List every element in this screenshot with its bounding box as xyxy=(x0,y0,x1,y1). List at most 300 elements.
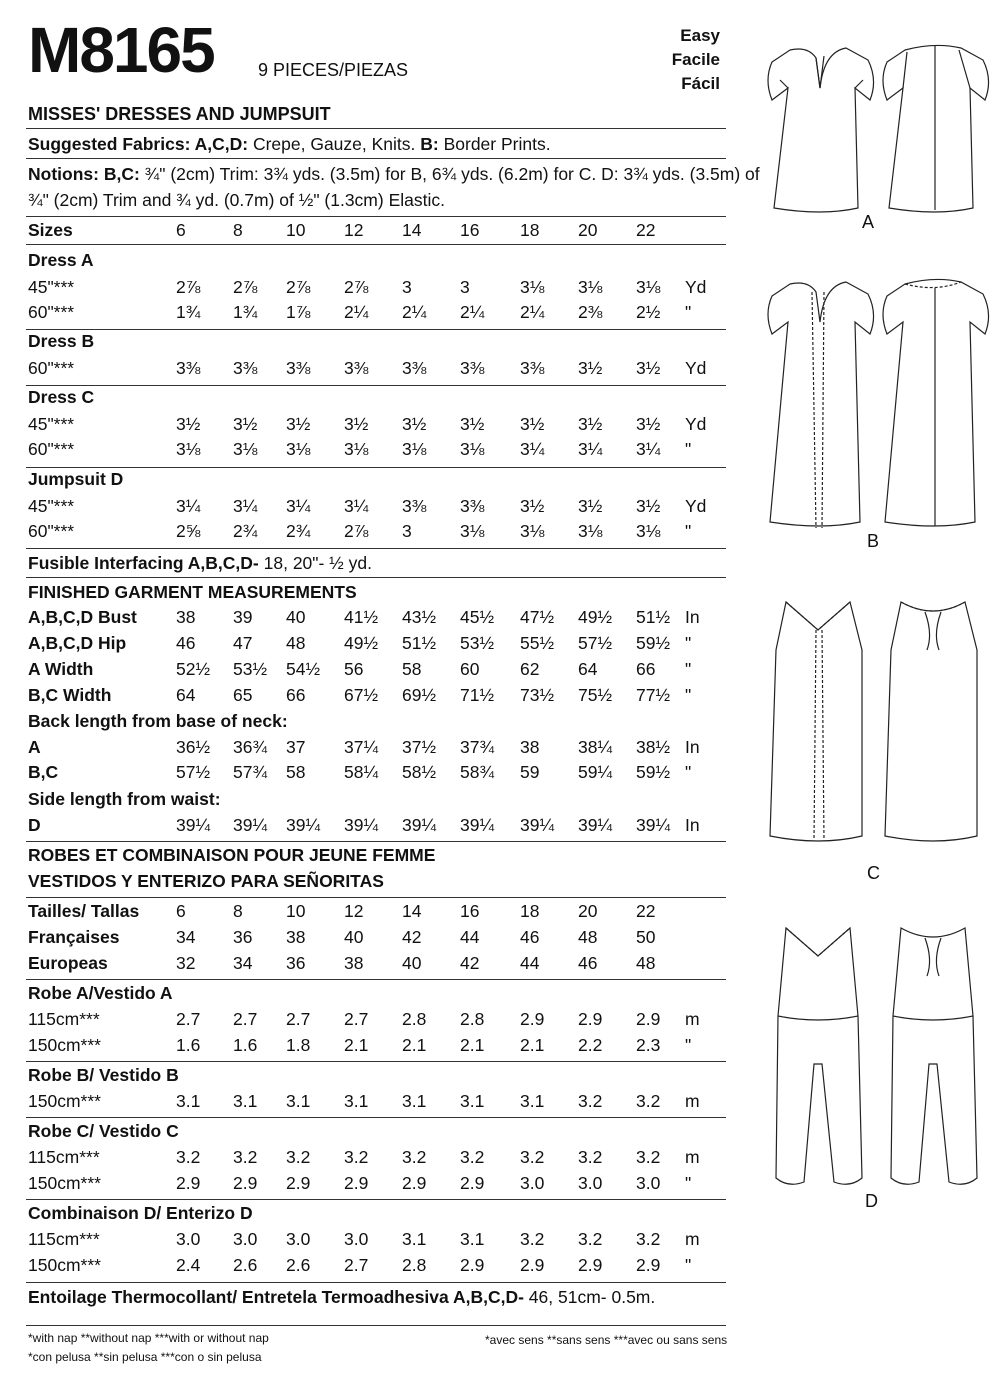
table-cell: 3½ xyxy=(636,496,661,516)
table-cell: 1¾ xyxy=(176,302,201,322)
unit-cell: " xyxy=(685,1035,692,1055)
table-cell: 3⅛ xyxy=(520,277,545,297)
table-cell: 16 xyxy=(460,901,480,921)
table-cell: 37½ xyxy=(402,737,437,757)
table-cell: 58¾ xyxy=(460,762,495,782)
table-cell: 3.2 xyxy=(344,1147,369,1167)
table-cell: 66 xyxy=(636,659,656,679)
table-cell: 3⅛ xyxy=(286,439,311,459)
row-label: A xyxy=(28,737,41,757)
table-cell: 39¼ xyxy=(286,815,321,835)
table-cell: 39¼ xyxy=(233,815,268,835)
table-cell: 3½ xyxy=(520,414,545,434)
table-cell: 2⅞ xyxy=(176,277,201,297)
table-cell: 3¼ xyxy=(176,496,201,516)
table-cell: 3⅜ xyxy=(402,496,427,516)
suggested-fabrics-label2: B: xyxy=(420,134,439,154)
table-cell: 64 xyxy=(176,685,196,705)
table-cell: 51½ xyxy=(402,633,437,653)
table-cell: 3½ xyxy=(636,358,661,378)
table-cell: 2.9 xyxy=(460,1173,485,1193)
side-length-heading: Side length from waist: xyxy=(28,789,221,809)
table-cell: 2⅞ xyxy=(344,277,369,297)
table-cell: 34 xyxy=(233,953,253,973)
divider xyxy=(26,577,726,578)
view-c-back-illustration xyxy=(885,602,977,841)
table-row xyxy=(28,358,728,384)
table-cell: 57¾ xyxy=(233,762,268,782)
table-cell: 39¼ xyxy=(520,815,555,835)
table-cell: 38 xyxy=(176,607,196,627)
table-cell: 36¾ xyxy=(233,737,268,757)
row-label: 150cm*** xyxy=(28,1255,101,1275)
table-cell: 1⅞ xyxy=(286,302,311,322)
table-cell: 8 xyxy=(233,901,243,921)
difficulty-en: Easy xyxy=(680,26,720,45)
notions-text: ¾" (2cm) Trim: 3¾ yds. (3.5m) for B, 6¾ yds. (6.2m) for C. D: 3¾ yds. (3.5m) of xyxy=(139,164,760,184)
table-cell: 38 xyxy=(344,953,364,973)
unit-cell: Yd xyxy=(685,358,707,378)
table-cell: 75½ xyxy=(578,685,613,705)
footnote-fr: *avec sens **sans sens ***avec ou sans sens xyxy=(485,1333,728,1347)
sizes-row xyxy=(28,220,728,246)
row-label: Tailles/ Tallas xyxy=(28,901,140,921)
table-cell: 3½ xyxy=(286,414,311,434)
table-row xyxy=(28,521,728,547)
table-cell: 3½ xyxy=(578,414,603,434)
table-cell: 3.1 xyxy=(460,1229,485,1249)
table-cell: 40 xyxy=(344,927,364,947)
table-row xyxy=(28,1173,728,1199)
table-cell: 3.2 xyxy=(578,1229,603,1249)
table-cell: 2.2 xyxy=(578,1035,603,1055)
table-cell: 2.7 xyxy=(286,1009,311,1029)
difficulty-es: Fácil xyxy=(681,74,720,93)
fusible-text: 18, 20"- ½ yd. xyxy=(258,553,372,573)
table-cell: 3¼ xyxy=(578,439,603,459)
table-cell: 3⅜ xyxy=(460,496,485,516)
view-a-back-illustration xyxy=(883,45,989,212)
divider xyxy=(26,128,726,129)
table-cell: 53½ xyxy=(460,633,495,653)
table-cell: 50 xyxy=(636,927,656,947)
table-cell: 3½ xyxy=(344,414,369,434)
table-cell: 3⅜ xyxy=(344,358,369,378)
table-cell: 2.9 xyxy=(460,1255,485,1275)
unit-cell: " xyxy=(685,439,692,459)
table-cell: 3.2 xyxy=(636,1147,661,1167)
row-label: 150cm*** xyxy=(28,1091,101,1111)
table-row xyxy=(28,1203,728,1229)
unit-cell: m xyxy=(685,1009,700,1029)
view-label-a: A xyxy=(862,212,875,232)
table-cell: 3.0 xyxy=(636,1173,661,1193)
table-cell: 3.1 xyxy=(402,1229,427,1249)
table-cell: 2.9 xyxy=(636,1255,661,1275)
table-row xyxy=(28,685,728,711)
section-heading: Robe C/ Vestido C xyxy=(28,1121,179,1141)
table-cell: 3.2 xyxy=(636,1091,661,1111)
divider xyxy=(26,1199,726,1200)
row-label: Europeas xyxy=(28,953,108,973)
table-cell: 3½ xyxy=(578,358,603,378)
table-row xyxy=(28,1147,728,1173)
row-label: A,B,C,D Hip xyxy=(28,633,127,653)
intl-title-fr: ROBES ET COMBINAISON POUR JEUNE FEMME xyxy=(28,845,436,865)
table-cell: 36 xyxy=(286,953,306,973)
table-cell: 39¼ xyxy=(636,815,671,835)
table-cell: 2.9 xyxy=(344,1173,369,1193)
table-cell: 14 xyxy=(402,220,422,240)
table-cell: 40 xyxy=(402,953,422,973)
table-cell: 3.2 xyxy=(176,1147,201,1167)
notions-label: Notions: B,C: xyxy=(28,164,140,184)
row-label: 60"*** xyxy=(28,521,75,541)
section-heading: Combinaison D/ Enterizo D xyxy=(28,1203,253,1223)
table-cell: 10 xyxy=(286,220,306,240)
table-cell: 36 xyxy=(233,927,253,947)
garment-illustrations xyxy=(750,30,1000,1220)
table-cell: 2¼ xyxy=(344,302,369,322)
table-cell: 2.9 xyxy=(233,1173,258,1193)
table-cell: 2⅜ xyxy=(578,302,603,322)
table-cell: 8 xyxy=(233,220,243,240)
table-cell: 12 xyxy=(344,220,364,240)
table-cell: 2¼ xyxy=(520,302,545,322)
table-cell: 3.2 xyxy=(578,1147,603,1167)
table-cell: 22 xyxy=(636,220,656,240)
table-cell: 2¾ xyxy=(233,521,258,541)
table-cell: 46 xyxy=(176,633,196,653)
table-cell: 41½ xyxy=(344,607,379,627)
table-cell: 3.1 xyxy=(402,1091,427,1111)
table-cell: 3.1 xyxy=(233,1091,258,1111)
table-cell: 38½ xyxy=(636,737,671,757)
table-cell: 2.4 xyxy=(176,1255,201,1275)
row-label: 150cm*** xyxy=(28,1035,101,1055)
row-label: 115cm*** xyxy=(28,1147,100,1167)
table-cell: 20 xyxy=(578,220,598,240)
entoilage-text: 46, 51cm- 0.5m. xyxy=(523,1287,656,1307)
intl-sizes-row xyxy=(28,953,728,979)
table-row xyxy=(28,1229,728,1255)
table-row xyxy=(28,469,728,495)
table-cell: 51½ xyxy=(636,607,671,627)
notions-line-1 xyxy=(28,164,760,185)
table-cell: 3⅜ xyxy=(402,358,427,378)
table-cell: 3⅜ xyxy=(233,358,258,378)
unit-cell: m xyxy=(685,1147,700,1167)
suggested-fabrics-label: Suggested Fabrics: A,C,D: xyxy=(28,134,249,154)
section-heading: Robe A/Vestido A xyxy=(28,983,173,1003)
table-cell: 3⅛ xyxy=(636,521,661,541)
view-d-back-illustration xyxy=(891,928,977,1184)
table-cell: 77½ xyxy=(636,685,671,705)
table-cell: 38¼ xyxy=(578,737,613,757)
table-cell: 3 xyxy=(460,277,470,297)
table-cell: 1.6 xyxy=(176,1035,201,1055)
table-cell: 42 xyxy=(402,927,422,947)
table-cell: 2⅞ xyxy=(233,277,258,297)
table-row xyxy=(28,1065,728,1091)
table-cell: 65 xyxy=(233,685,253,705)
table-cell: 45½ xyxy=(460,607,495,627)
table-cell: 3.1 xyxy=(286,1091,311,1111)
table-cell: 3¼ xyxy=(233,496,258,516)
table-cell: 3⅜ xyxy=(176,358,201,378)
table-cell: 57½ xyxy=(176,762,211,782)
table-cell: 46 xyxy=(578,953,598,973)
table-row xyxy=(28,1121,728,1147)
table-row xyxy=(28,331,728,357)
table-cell: 48 xyxy=(578,927,598,947)
table-cell: 1.6 xyxy=(233,1035,258,1055)
table-row xyxy=(28,1091,728,1117)
table-cell: 22 xyxy=(636,901,656,921)
table-cell: 3⅛ xyxy=(520,521,545,541)
table-cell: 48 xyxy=(286,633,306,653)
view-label-d: D xyxy=(865,1191,878,1211)
table-cell: 39¼ xyxy=(402,815,437,835)
table-cell: 2⅞ xyxy=(286,277,311,297)
section-heading: Dress C xyxy=(28,387,95,407)
difficulty-fr: Facile xyxy=(671,50,720,69)
row-label: 45"*** xyxy=(28,414,75,434)
row-label: 150cm*** xyxy=(28,1173,101,1193)
unit-cell: " xyxy=(685,521,692,541)
suggested-fabrics xyxy=(28,134,551,155)
table-cell: 39¼ xyxy=(578,815,613,835)
unit-cell: In xyxy=(685,737,700,757)
row-label: A,B,C,D Bust xyxy=(28,607,137,627)
divider xyxy=(26,897,726,898)
table-row xyxy=(28,607,728,633)
table-cell: 2.9 xyxy=(520,1009,545,1029)
view-b-back-illustration xyxy=(883,279,989,526)
table-cell: 36½ xyxy=(176,737,211,757)
table-row xyxy=(28,439,728,465)
table-cell: 39¼ xyxy=(460,815,495,835)
table-cell: 3.0 xyxy=(176,1229,201,1249)
table-cell: 46 xyxy=(520,927,540,947)
row-label: Françaises xyxy=(28,927,120,947)
table-cell: 52½ xyxy=(176,659,211,679)
section-heading: Robe B/ Vestido B xyxy=(28,1065,179,1085)
table-cell: 59 xyxy=(520,762,540,782)
fusible-interfacing xyxy=(28,553,372,574)
table-cell: 39 xyxy=(233,607,253,627)
intl-sizes-row xyxy=(28,927,728,953)
table-cell: 3⅛ xyxy=(578,521,603,541)
table-cell: 3.1 xyxy=(344,1091,369,1111)
row-label: B,C Width xyxy=(28,685,112,705)
table-cell: 3.0 xyxy=(286,1229,311,1249)
table-row xyxy=(28,659,728,685)
row-label: 45"*** xyxy=(28,496,75,516)
table-cell: 32 xyxy=(176,953,196,973)
section-heading: Jumpsuit D xyxy=(28,469,124,489)
table-row xyxy=(28,762,728,788)
table-cell: 2.9 xyxy=(636,1009,661,1029)
fusible-label: Fusible Interfacing A,B,C,D- xyxy=(28,553,259,573)
unit-cell: m xyxy=(685,1229,700,1249)
table-cell: 64 xyxy=(578,659,598,679)
table-cell: 1¾ xyxy=(233,302,258,322)
table-cell: 48 xyxy=(636,953,656,973)
table-cell: 53½ xyxy=(233,659,268,679)
table-row xyxy=(28,1035,728,1061)
table-cell: 3½ xyxy=(176,414,201,434)
footnote-es: *con pelusa **sin pelusa ***con o sin pelusa xyxy=(28,1350,262,1364)
table-cell: 14 xyxy=(402,901,422,921)
table-cell: 69½ xyxy=(402,685,437,705)
table-cell: 6 xyxy=(176,220,186,240)
table-row xyxy=(28,983,728,1009)
footnote-en: *with nap **without nap ***with or without nap xyxy=(28,1331,269,1345)
entoilage-label: Entoilage Thermocollant/ Entretela Termoadhesiva A,B,C,D- xyxy=(28,1287,524,1307)
table-cell: 3½ xyxy=(460,414,485,434)
table-cell: 58½ xyxy=(402,762,437,782)
view-a-front-illustration xyxy=(768,48,874,212)
table-cell: 3.2 xyxy=(460,1147,485,1167)
unit-cell: " xyxy=(685,302,692,322)
table-cell: 2⅝ xyxy=(176,521,201,541)
table-cell: 2¾ xyxy=(286,521,311,541)
table-cell: 40 xyxy=(286,607,306,627)
table-cell: 2.6 xyxy=(233,1255,258,1275)
table-cell: 60 xyxy=(460,659,480,679)
table-cell: 3⅛ xyxy=(636,277,661,297)
table-cell: 2.3 xyxy=(636,1035,661,1055)
table-cell: 2.7 xyxy=(344,1255,369,1275)
view-d-front-illustration xyxy=(776,928,862,1184)
section-heading: Dress A xyxy=(28,250,94,270)
table-cell: 37¾ xyxy=(460,737,495,757)
intl-title-es: VESTIDOS Y ENTERIZO PARA SEÑORITAS xyxy=(28,871,384,891)
row-label: 115cm*** xyxy=(28,1009,100,1029)
table-cell: 47 xyxy=(233,633,253,653)
table-cell: 2⅞ xyxy=(344,521,369,541)
view-b-front-illustration xyxy=(768,282,874,528)
view-label-c: C xyxy=(867,863,880,883)
table-cell: 3⅛ xyxy=(176,439,201,459)
table-cell: 58 xyxy=(286,762,306,782)
divider xyxy=(26,1325,726,1326)
table-cell: 58 xyxy=(402,659,422,679)
table-cell: 67½ xyxy=(344,685,379,705)
unit-cell: " xyxy=(685,659,692,679)
table-cell: 54½ xyxy=(286,659,321,679)
table-cell: 2.7 xyxy=(176,1009,201,1029)
table-cell: 3.0 xyxy=(344,1229,369,1249)
unit-cell: " xyxy=(685,762,692,782)
unit-cell: m xyxy=(685,1091,700,1111)
table-row xyxy=(28,815,728,841)
table-cell: 3.0 xyxy=(520,1173,545,1193)
row-label: 45"*** xyxy=(28,277,75,297)
table-cell: 3⅜ xyxy=(286,358,311,378)
row-label: B,C xyxy=(28,762,59,782)
table-cell: 39¼ xyxy=(176,815,211,835)
divider xyxy=(26,979,726,980)
divider xyxy=(26,385,726,386)
unit-cell: Yd xyxy=(685,496,707,516)
table-cell: 2½ xyxy=(636,302,661,322)
table-cell: 12 xyxy=(344,901,364,921)
table-cell: 2.7 xyxy=(233,1009,258,1029)
table-cell: 38 xyxy=(520,737,540,757)
table-cell: 2.9 xyxy=(578,1255,603,1275)
table-cell: 57½ xyxy=(578,633,613,653)
unit-cell: " xyxy=(685,1173,692,1193)
table-cell: 71½ xyxy=(460,685,495,705)
table-cell: 3.1 xyxy=(520,1091,545,1111)
table-cell: 3½ xyxy=(402,414,427,434)
table-cell: 47½ xyxy=(520,607,555,627)
unit-cell: Yd xyxy=(685,414,707,434)
table-cell: 3 xyxy=(402,521,412,541)
suggested-fabrics-text: Crepe, Gauze, Knits. xyxy=(248,134,421,154)
table-row xyxy=(28,1009,728,1035)
table-cell: 3.0 xyxy=(233,1229,258,1249)
suggested-fabrics-text2: Border Prints. xyxy=(438,134,551,154)
table-cell: 3.2 xyxy=(286,1147,311,1167)
table-cell: 3⅛ xyxy=(578,277,603,297)
table-cell: 3⅛ xyxy=(460,521,485,541)
table-cell: 59½ xyxy=(636,762,671,782)
table-cell: 3⅛ xyxy=(233,439,258,459)
entoilage xyxy=(28,1287,655,1308)
table-cell: 2.8 xyxy=(402,1255,427,1275)
table-cell: 2¼ xyxy=(460,302,485,322)
table-cell: 2.7 xyxy=(344,1009,369,1029)
table-cell: 3¼ xyxy=(344,496,369,516)
table-cell: 3½ xyxy=(578,496,603,516)
table-cell: 2.1 xyxy=(402,1035,427,1055)
table-cell: 3.2 xyxy=(233,1147,258,1167)
table-cell: 3¼ xyxy=(286,496,311,516)
table-cell: 73½ xyxy=(520,685,555,705)
table-cell: 6 xyxy=(176,901,186,921)
view-label-b: B xyxy=(867,531,880,551)
back-length-heading: Back length from base of neck: xyxy=(28,711,288,731)
table-cell: 42 xyxy=(460,953,480,973)
table-row xyxy=(28,633,728,659)
table-row xyxy=(28,496,728,522)
table-cell: 43½ xyxy=(402,607,437,627)
table-cell: 3.0 xyxy=(578,1173,603,1193)
table-cell: 2.1 xyxy=(344,1035,369,1055)
pattern-title: MISSES' DRESSES AND JUMPSUIT xyxy=(28,104,331,124)
table-cell: 3.2 xyxy=(578,1091,603,1111)
table-cell: 3.1 xyxy=(176,1091,201,1111)
table-cell: 55½ xyxy=(520,633,555,653)
divider xyxy=(26,467,726,468)
table-row xyxy=(28,737,728,763)
table-cell: 58¼ xyxy=(344,762,379,782)
table-cell: 3¼ xyxy=(636,439,661,459)
table-cell: 3½ xyxy=(636,414,661,434)
table-cell: 10 xyxy=(286,901,306,921)
table-cell: 2.1 xyxy=(460,1035,485,1055)
table-cell: 3⅛ xyxy=(402,439,427,459)
view-c-front-illustration xyxy=(770,602,862,841)
table-row xyxy=(28,414,728,440)
table-cell: 2.1 xyxy=(520,1035,545,1055)
divider xyxy=(26,841,726,842)
divider xyxy=(26,1117,726,1118)
table-row xyxy=(28,302,728,328)
